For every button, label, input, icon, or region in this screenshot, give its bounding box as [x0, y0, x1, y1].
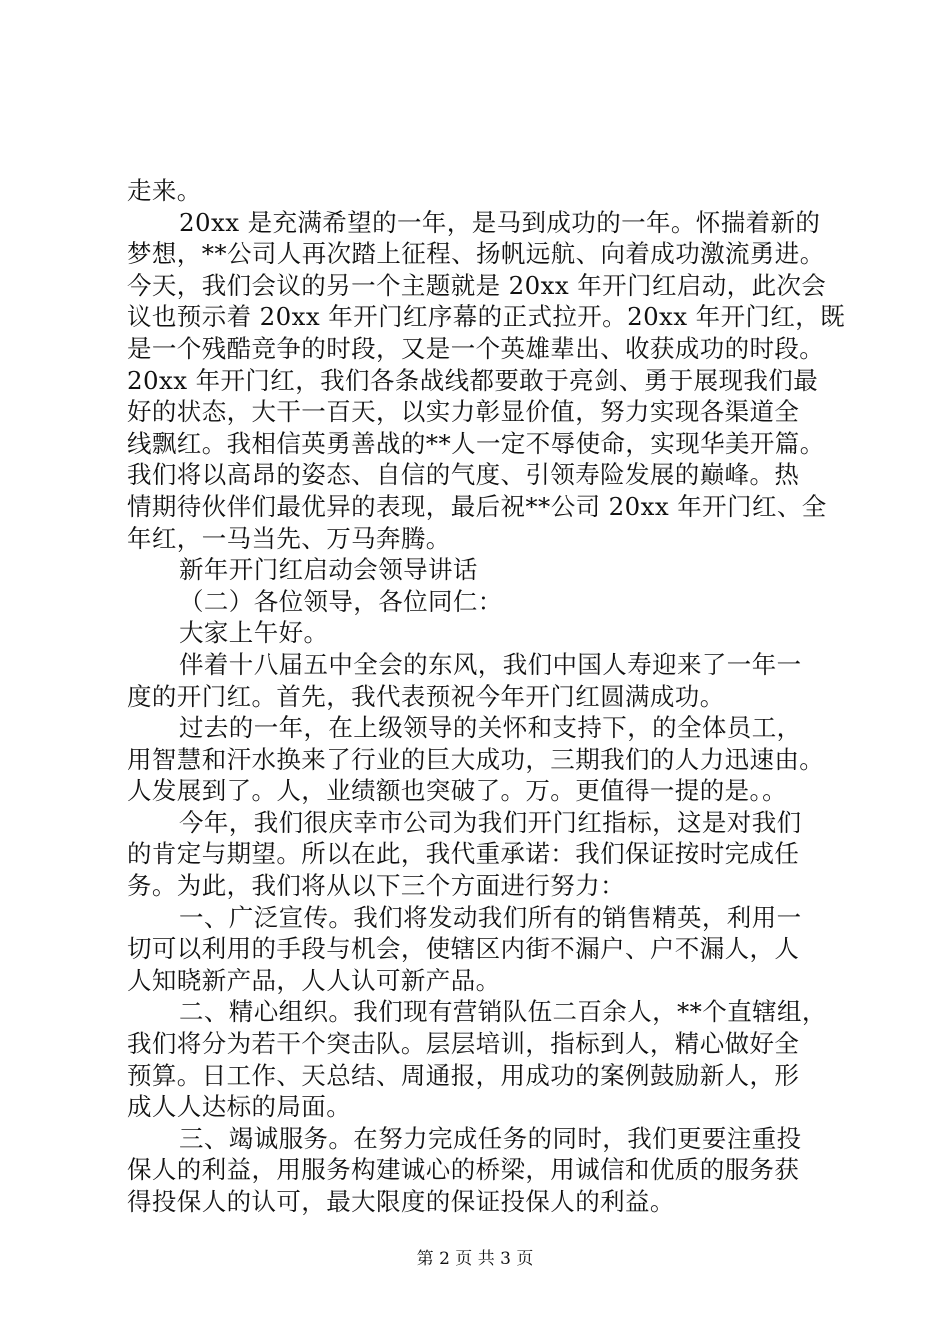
- text-line: 二、精心组织。我们现有营销队伍二百余人，**个直辖组，: [179, 997, 827, 1027]
- text-line: 的肯定与期望。所以在此，我代重承诺：我们保证按时完成任: [127, 839, 800, 869]
- text-line: 年红，一马当先、万马奔腾。: [127, 523, 451, 553]
- text-line: 今年，我们很庆幸市公司为我们开门红指标，这是对我们: [179, 807, 802, 837]
- text-line: 情期待伙伴们最优异的表现，最后祝**公司 20xx 年开门红、全: [127, 491, 827, 521]
- text-line: 过去的一年，在上级领导的关怀和支持下，的全体员工，: [179, 713, 802, 743]
- text-line: 一、广泛宣传。我们将发动我们所有的销售精英，利用一: [179, 902, 802, 932]
- text-line: 好的状态，大干一百天，以实力彰显价值，努力实现各渠道全: [127, 397, 800, 427]
- text-line: 保人的利益，用服务构建诚心的桥梁，用诚信和优质的服务获: [127, 1155, 800, 1185]
- text-line: 伴着十八届五中全会的东风，我们中国人寿迎来了一年一: [179, 649, 802, 679]
- document-body: [127, 175, 846, 1218]
- text-line: 度的开门红。首先，我代表预祝今年开门红圆满成功。: [127, 681, 725, 711]
- page-footer: 第 2 页 共 3 页: [416, 1249, 534, 1269]
- text-line: 走来。: [127, 176, 202, 205]
- text-line: 我们将分为若干个突击队。层层培训，指标到人，精心做好全: [127, 1029, 800, 1059]
- text-line: 人知晓新产品，人人认可新产品。: [127, 965, 501, 995]
- text-line: 用智慧和汗水换来了行业的巨大成功，三期我们的人力迅速由。: [127, 744, 825, 774]
- text-line: 成人人达标的局面。: [127, 1092, 352, 1122]
- text-line: 得投保人的认可，最大限度的保证投保人的利益。: [127, 1187, 675, 1216]
- text-line: 20xx 是充满希望的一年，是马到成功的一年。怀揣着新的: [179, 207, 821, 237]
- text-line: 三、竭诚服务。在努力完成任务的同时，我们更要注重投: [179, 1123, 802, 1153]
- text-line: 今天，我们会议的另一个主题就是 20xx 年开门红启动，此次会: [127, 270, 827, 300]
- text-line: 预算。日工作、天总结、周通报，用成功的案例鼓励新人，形: [127, 1060, 800, 1090]
- text-line: 大家上午好。: [179, 618, 329, 648]
- text-line: 新年开门红启动会领导讲话: [179, 555, 478, 585]
- text-line: 我们将以高昂的姿态、自信的气度、引领寿险发展的巅峰。热: [127, 460, 800, 490]
- text-line: 线飘红。我相信英勇善战的**人一定不辱使命，实现华美开篇。: [127, 428, 825, 458]
- text-line: 是一个残酷竞争的时段，又是一个英雄辈出、收获成功的时段。: [127, 333, 825, 363]
- text-line: 梦想，**公司人再次踏上征程、扬帆远航、向着成功激流勇进。: [127, 239, 825, 269]
- text-line: 人发展到了。人，业绩额也突破了。万。更值得一提的是。。: [127, 776, 788, 806]
- text-line: 务。为此，我们将从以下三个方面进行努力：: [127, 871, 625, 901]
- text-line: 议也预示着 20xx 年开门红序幕的正式拉开。20xx 年开门红，既: [127, 302, 846, 332]
- text-line: （二）各位领导，各位同仁：: [179, 586, 503, 616]
- text-line: 切可以利用的手段与机会，使辖区内街不漏户、户不漏人，人: [127, 934, 800, 964]
- text-line: 20xx 年开门红，我们各条战线都要敢于亮剑、勇于展现我们最: [127, 365, 819, 395]
